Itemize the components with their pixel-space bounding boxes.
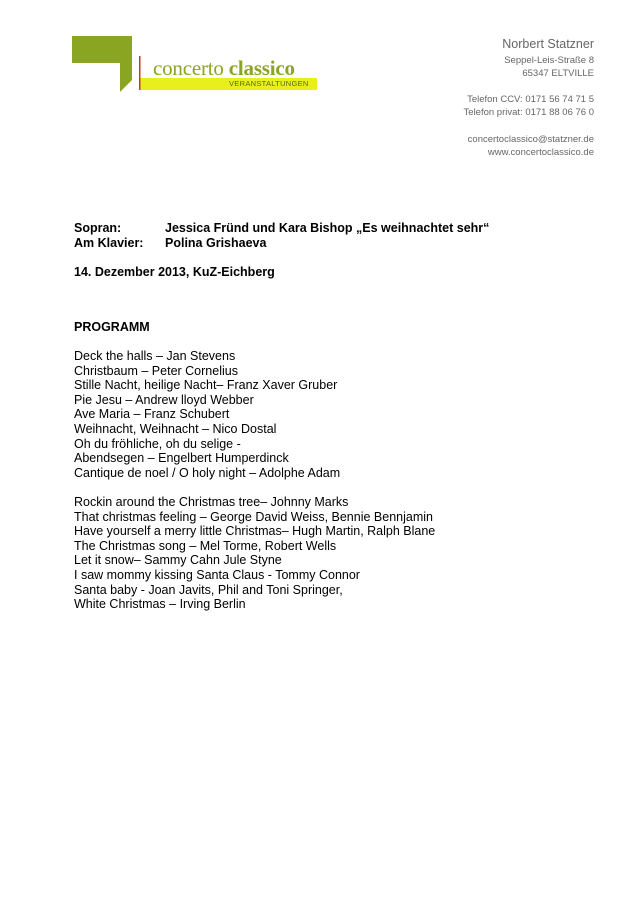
program-item: Santa baby - Joan Javits, Phil and Toni Springer, (74, 582, 343, 597)
performer-label: Am Klavier: (74, 236, 144, 250)
logo-word-classico: classico (228, 56, 295, 80)
program-item: Stille Nacht, heilige Nacht– Franz Xaver Gruber (74, 378, 338, 393)
program-list (74, 349, 435, 612)
performer-value: Polina Grishaeva (165, 236, 267, 250)
contact-email[interactable]: concertoclassico@statzner.de (467, 134, 594, 145)
logo-red-line (139, 56, 141, 90)
contact-city: 65347 ELTVILLE (522, 68, 594, 79)
program-item: White Christmas – Irving Berlin (74, 597, 246, 612)
logo-subtitle: VERANSTALTUNGEN (229, 79, 309, 88)
program-item: Oh du fröhliche, oh du selige - (74, 436, 241, 451)
event-date: 14. Dezember 2013, KuZ-Eichberg (74, 265, 275, 279)
performer-label: Sopran: (74, 221, 122, 235)
contact-website[interactable]: www.concertoclassico.de (487, 147, 594, 158)
contact-phone-private: Telefon privat: 0171 88 06 76 0 (463, 107, 594, 118)
program-item: Christbaum – Peter Cornelius (74, 363, 238, 378)
contact-name: Norbert Statzner (502, 37, 594, 51)
program-item: The Christmas song – Mel Torme, Robert Wells (74, 538, 337, 553)
contact-phone-ccv: Telefon CCV: 0171 56 74 71 5 (467, 94, 594, 105)
performers-block (74, 221, 489, 251)
logo-green-hook (120, 36, 132, 92)
program-item: That christmas feeling – George David Weiss, Bennie Bennjamin (74, 509, 433, 524)
program-item: Pie Jesu – Andrew lloyd Webber (74, 392, 254, 407)
program-item: Weihnacht, Weihnacht – Nico Dostal (74, 421, 277, 436)
program-heading: PROGRAMM (74, 320, 150, 334)
program-item: Have yourself a merry little Christmas– Hugh Martin, Ralph Blane (74, 524, 436, 539)
contact-block (464, 36, 594, 159)
program-item: Cantique de noel / O holy night – Adolphe Adam (74, 465, 341, 480)
logo-wordmark (153, 56, 295, 81)
program-item: I saw mommy kissing Santa Claus - Tommy Connor (74, 567, 360, 582)
program-item: Let it snow– Sammy Cahn Jule Styne (74, 553, 282, 568)
program-item: Ave Maria – Franz Schubert (74, 407, 230, 422)
performer-value: Jessica Fründ und Kara Bishop „Es weihnachtet sehr“ (165, 221, 490, 235)
performer-row-soprano (74, 221, 489, 236)
program-item: Rockin around the Christmas tree– Johnny Marks (74, 494, 349, 509)
contact-street: Seppel-Leis-Straße 8 (504, 55, 594, 66)
program-item: Abendsegen – Engelbert Humperdinck (74, 451, 289, 466)
performer-row-piano (74, 236, 489, 251)
logo-green-bar (72, 36, 120, 63)
logo-word-concerto: concerto (153, 56, 224, 80)
program-item: Deck the halls – Jan Stevens (74, 349, 236, 363)
